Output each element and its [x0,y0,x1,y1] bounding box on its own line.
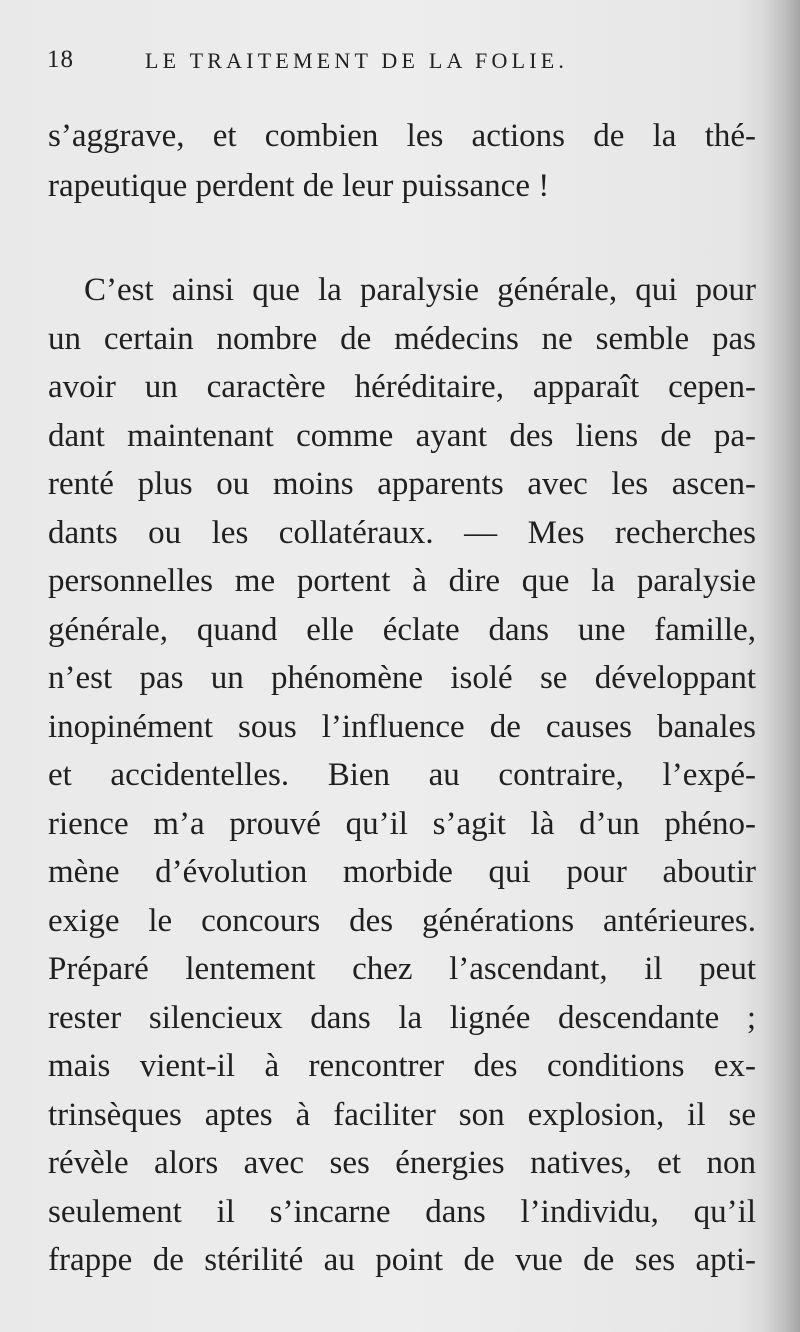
text-line: n’est pas un phénomène isolé se développant [48,660,756,696]
text-line: rester silencieux dans la lignée descendante ; [48,1000,756,1036]
text-line: renté plus ou moins apparents avec les ascen- [48,466,756,502]
running-title: LE TRAITEMENT DE LA FOLIE. [145,48,569,73]
page-edge-shadow [762,0,800,1332]
text-line: Préparé lentement chez l’ascendant, il peut [48,951,756,987]
text-line: s’aggrave, et combien les actions de la thé- [48,118,756,154]
text-line: C’est ainsi que la paralysie générale, qui pour [84,272,756,308]
text-line: inopinément sous l’influence de causes banales [48,709,756,745]
text-line: avoir un caractère héréditaire, apparaît cepen- [48,369,756,405]
text-line: un certain nombre de médecins ne semble pas [48,321,756,357]
page-number: 18 [47,46,74,73]
text-line: mène d’évolution morbide qui pour aboutir [48,854,756,890]
text-line: révèle alors avec ses énergies natives, et non [48,1145,756,1181]
text-line: générale, quand elle éclate dans une famille, [48,612,756,648]
text-line: frappe de stérilité au point de vue de ses apti- [48,1242,756,1278]
text-line: mais vient-il à rencontrer des conditions ex- [48,1048,756,1084]
text-line: seulement il s’incarne dans l’individu, qu’il [48,1194,756,1230]
text-line: rience m’a prouvé qu’il s’agit là d’un phéno- [48,806,756,842]
text-line: dant maintenant comme ayant des liens de pa- [48,418,756,454]
running-header [47,46,667,82]
text-line: rapeutique perdent de leur puissance ! [48,168,550,204]
text-line: trinsèques aptes à faciliter son explosion, il se [48,1097,756,1133]
text-line: dants ou les collatéraux. — Mes recherches [48,515,756,551]
text-line: personnelles me portent à dire que la paralysie [48,563,756,599]
text-line: exige le concours des générations antérieures. [48,903,756,939]
text-line: et accidentelles. Bien au contraire, l’expé- [48,757,756,793]
